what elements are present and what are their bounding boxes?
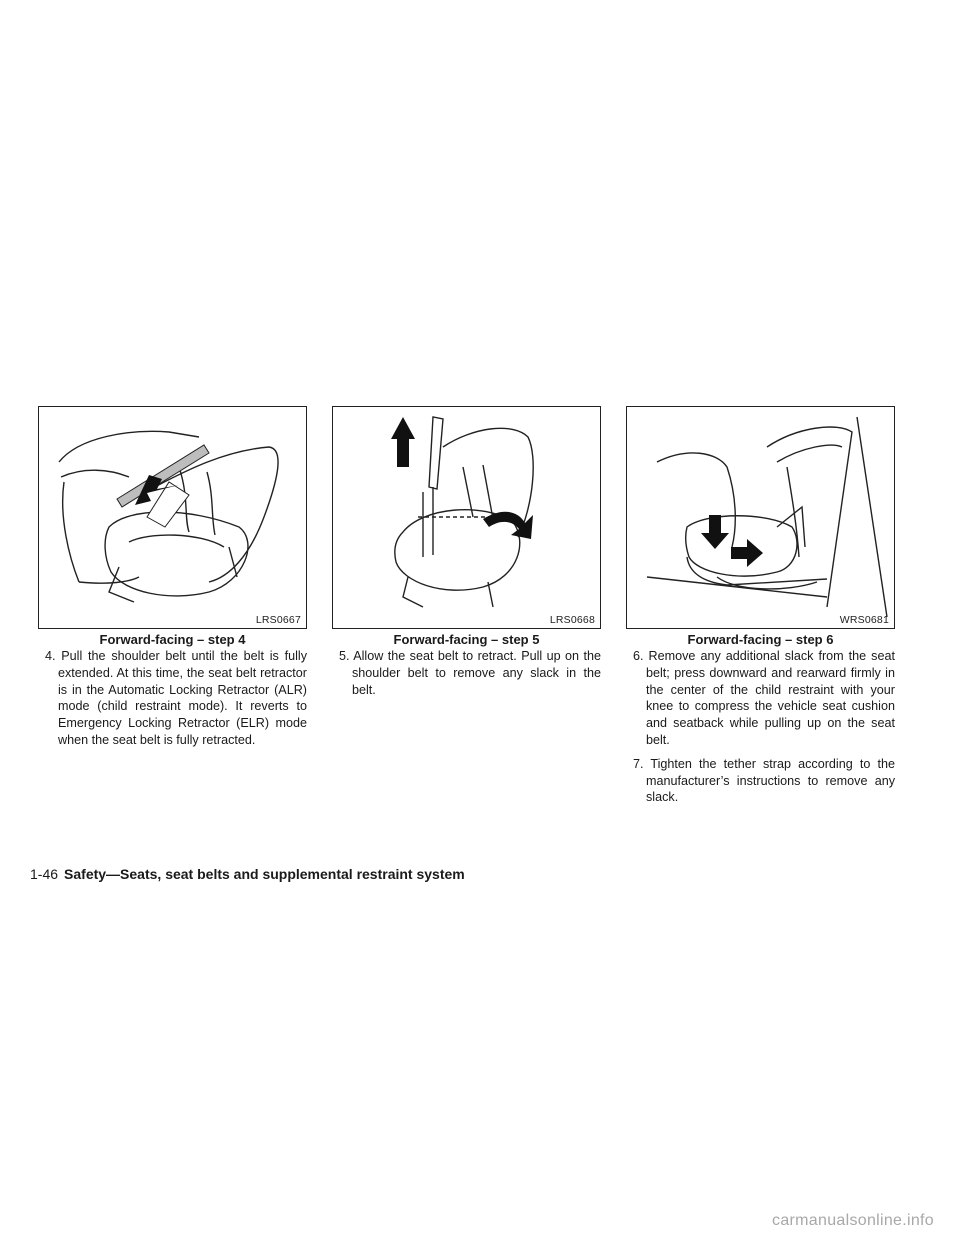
step-6-text: 6. Remove any additional slack from the seat belt; press downward and rearward firmly in the center of the child restraint with your knee to compress the vehicle seat cushion and seatback while pulling up on the seat belt. xyxy=(633,649,895,747)
page-footer xyxy=(30,866,465,882)
column-3 xyxy=(626,406,895,813)
step-5-text: 5. Allow the seat belt to retract. Pull up on the shoulder belt to remove any slack in the belt. xyxy=(339,649,601,697)
figure-code: LRS0667 xyxy=(255,614,301,626)
figure-step-5 xyxy=(332,406,601,629)
column-1 xyxy=(38,406,307,756)
figure-caption: Forward-facing – step 4 xyxy=(99,632,246,647)
figure-code: WRS0681 xyxy=(839,614,889,626)
figure-code: LRS0668 xyxy=(549,614,595,626)
illustration-step-4 xyxy=(39,407,306,628)
figure-step-6 xyxy=(626,406,895,629)
step-7-text: 7. Tighten the tether strap according to the manufacturer’s instructions to remove any slack. xyxy=(633,756,895,805)
figure-step-4 xyxy=(38,406,307,629)
column-2 xyxy=(332,406,601,705)
illustration-step-5 xyxy=(333,407,600,628)
watermark-text: carmanualsonline.info xyxy=(772,1212,934,1229)
figure-caption: Forward-facing – step 6 xyxy=(687,632,834,647)
figure-caption: Forward-facing – step 5 xyxy=(393,632,540,647)
page-number: 1-46 xyxy=(30,866,59,882)
section-title: Safety—Seats, seat belts and supplemental restraint system xyxy=(64,866,465,882)
illustration-step-6 xyxy=(627,407,894,628)
step-4-text: 4. Pull the shoulder belt until the belt is fully extended. At this time, the seat belt retractor is in the Automatic Locking Retractor (ALR) mode (child restraint mode). It reverts to Emergency Locking Retractor (ELR) mode when the seat belt is fully retracted. xyxy=(45,649,307,747)
